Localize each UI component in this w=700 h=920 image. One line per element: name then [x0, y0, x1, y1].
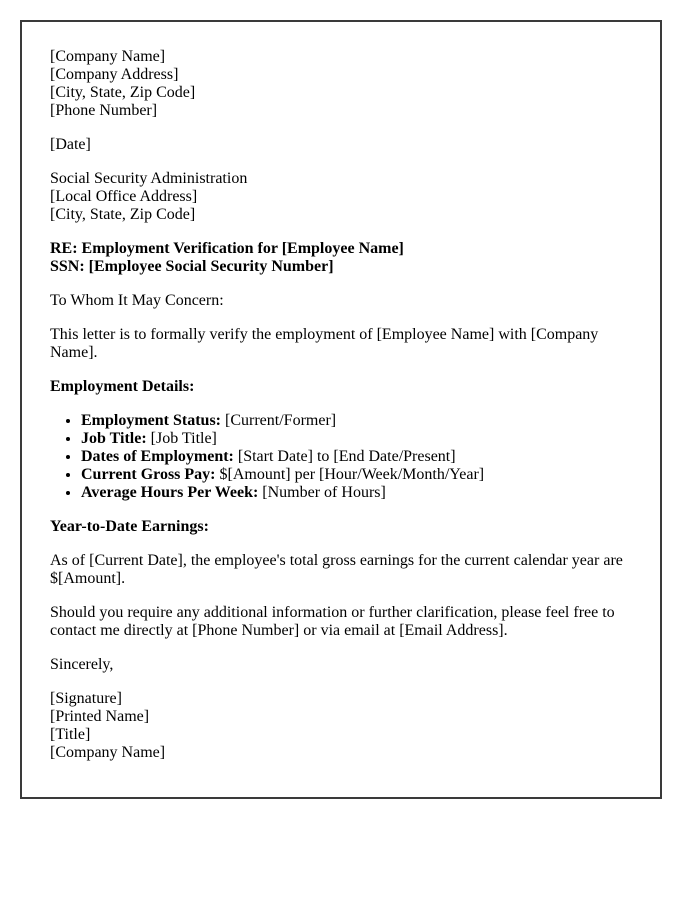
detail-value: [Number of Hours] [258, 484, 386, 501]
title-line: [Title] [50, 726, 91, 743]
recipient-office-address: [Local Office Address] [50, 188, 198, 205]
sender-block [50, 48, 632, 120]
detail-item-dates-of-employment [81, 448, 632, 466]
subject-re-line: RE: Employment Verification for [Employee Name] [50, 240, 404, 257]
printed-name-line: [Printed Name] [50, 708, 150, 725]
detail-item-current-gross-pay [81, 466, 632, 484]
employment-details-heading: Employment Details: [50, 378, 195, 395]
detail-item-job-title [81, 430, 632, 448]
salutation: To Whom It May Concern: [50, 292, 224, 309]
detail-value: [Job Title] [146, 430, 217, 447]
detail-label: Average Hours Per Week: [81, 484, 259, 501]
detail-item-average-hours [81, 484, 632, 502]
ytd-earnings-paragraph: As of [Current Date], the employee's total gross earnings for the current calendar year are $[Amount]. [50, 552, 623, 587]
signoff: Sincerely, [50, 656, 114, 673]
detail-item-employment-status [81, 412, 632, 430]
opening-paragraph: This letter is to formally verify the employment of [Employee Name] with [Company Name]. [50, 326, 599, 361]
sender-company-name: [Company Name] [50, 48, 166, 65]
recipient-city-state-zip: [City, State, Zip Code] [50, 206, 196, 223]
subject-block [50, 240, 632, 276]
signature-company-name-line: [Company Name] [50, 744, 166, 761]
recipient-block [50, 170, 632, 224]
detail-value: [Start Date] to [End Date/Present] [233, 448, 456, 465]
recipient-agency: Social Security Administration [50, 170, 248, 187]
ytd-earnings-heading: Year-to-Date Earnings: [50, 518, 209, 535]
detail-label: Job Title: [81, 430, 147, 447]
signature-line: [Signature] [50, 690, 122, 707]
detail-label: Current Gross Pay: [81, 466, 216, 483]
letter-page [20, 20, 662, 799]
sender-company-address: [Company Address] [50, 66, 179, 83]
detail-label: Dates of Employment: [81, 448, 234, 465]
subject-ssn-line: SSN: [Employee Social Security Number] [50, 258, 334, 275]
signature-block [50, 690, 632, 762]
date-line: [Date] [50, 136, 91, 153]
detail-value: $[Amount] per [Hour/Week/Month/Year] [215, 466, 485, 483]
detail-value: [Current/Former] [221, 412, 337, 429]
sender-phone-number: [Phone Number] [50, 102, 158, 119]
detail-label: Employment Status: [81, 412, 222, 429]
contact-paragraph: Should you require any additional information or further clarification, please feel free to contact me directly at [Phone Number] or via email at [Email Address]. [50, 604, 615, 639]
sender-city-state-zip: [City, State, Zip Code] [50, 84, 196, 101]
employment-details-list [50, 412, 632, 502]
